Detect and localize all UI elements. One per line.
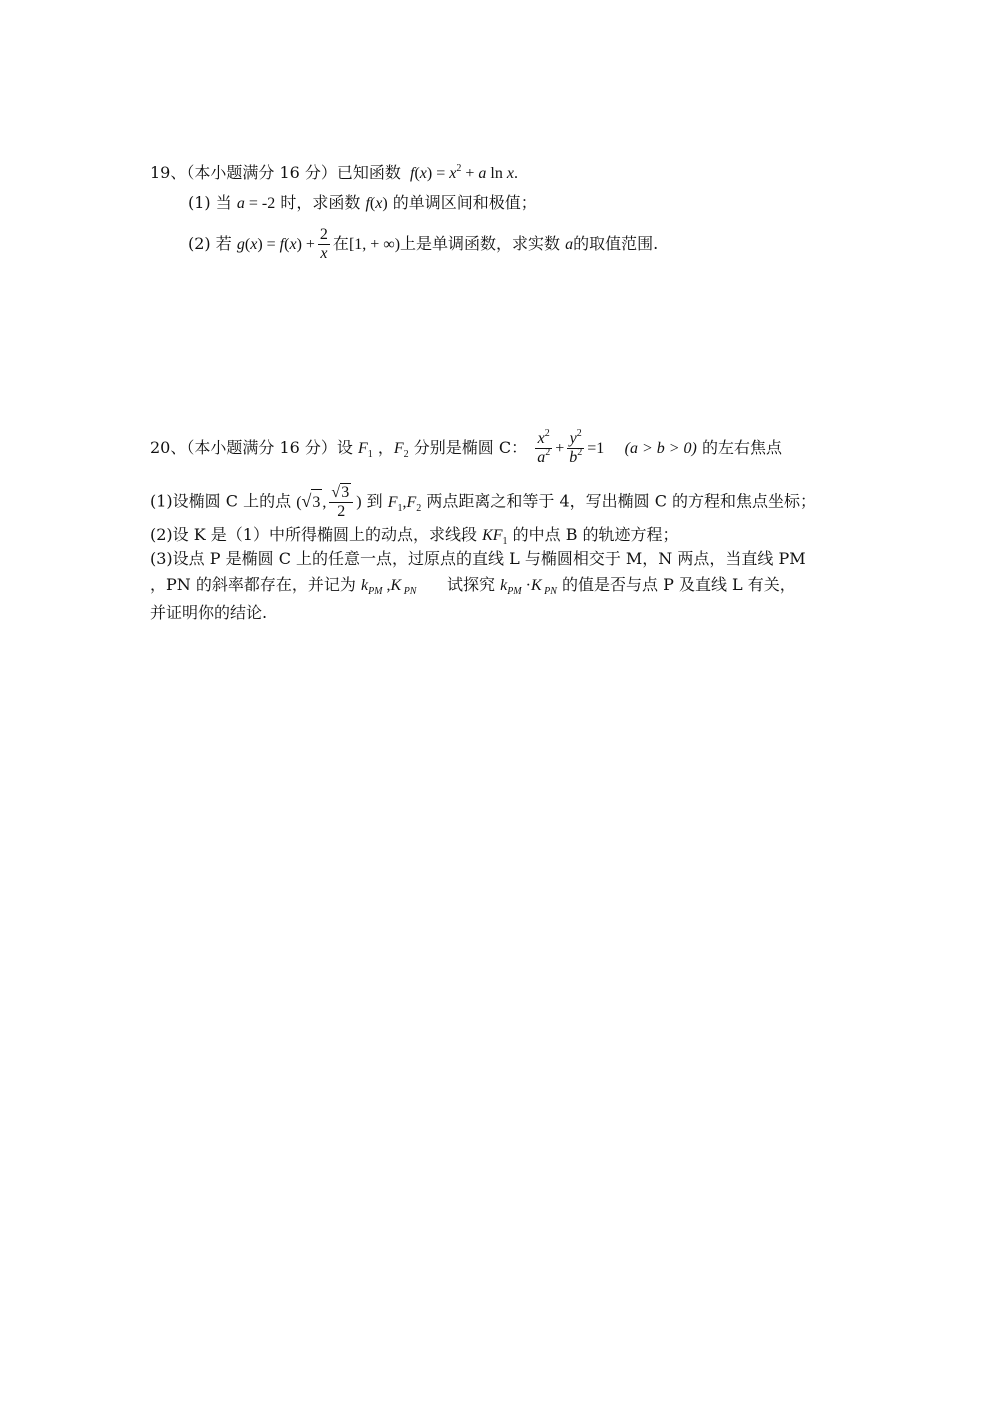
q20-part3-line2 [150, 575, 796, 596]
q19-part2-text3: 上是单调函数，求实数 [400, 234, 561, 253]
q20-part3-line3: 并证明你的结论. [150, 603, 268, 622]
q20-part3-text1: ，PN 的斜率都存在，并记为 [150, 575, 356, 594]
q19-part2-label: (2) [188, 234, 211, 253]
q20-header-line: 20、（本小题满分 16 分）设 $F_1$ ，$F_2$ 分别是椭圆 C： $\frac{x^2}{a^2}$ + $\frac{y^2}{b^2}$ =1 (a > b > 0) 的左右焦点 [150, 428, 782, 466]
q20-part2 [150, 525, 679, 546]
q20-F1: $F_1$ [358, 440, 373, 460]
q20-header: 20、（本小题满分 16 分）设 [150, 438, 353, 457]
q20-header-text2: 分别是椭圆 C： [413, 438, 528, 457]
q20-point: (√3 , [296, 494, 326, 511]
q19-part1-text3: 的单调区间和极值； [392, 193, 537, 212]
q20-part1: (1)设椭圆 C 上的点 (√3 , $\frac{√3}{2}$ ) 到 $F_1,F_2$ 两点距离之和等于 4，写出椭圆 C 的方程和焦点坐标； [150, 484, 817, 520]
q19-interval: [1, + ∞) [348, 236, 401, 253]
q20-frac-x2-a2: $\frac{x^2}{a^2}$ [537, 428, 551, 466]
q20-F1F2: $F_1,F_2$ [387, 493, 422, 514]
q20-part1-text3: 两点距离之和等于 4，写出椭圆 C 的方程和焦点坐标； [426, 491, 817, 511]
q20-part3-line1: (3)设点 P 是椭圆 C 上的任意一点，过原点的直线 L 与椭圆相交于 M，N 两点，当直线 PM [150, 549, 806, 568]
q20-header-sep: ， [377, 438, 394, 457]
q20-part3-text2: 试探究 [446, 575, 495, 594]
q20-kPM-KPN: $k_{PM}$ ,K $_{PN}$ [360, 577, 417, 597]
q19-part2-text1: 若 [215, 234, 232, 253]
q19-header: 19、（本小题满分 16 分）已知函数 [150, 163, 401, 182]
q20-part2-text2: 的中点 B 的轨迹方程； [512, 525, 679, 544]
q20-F2: $F_2$ [393, 440, 409, 460]
q20-frac-y2-b2: $\frac{y^2}{b^2}$ [569, 428, 583, 466]
q20-part1-text1: (1)设椭圆 C 上的点 [150, 491, 292, 511]
q19-gx-def: g(x) = f(x) + [236, 236, 315, 253]
q20-part1-text2: 到 [366, 491, 383, 511]
q19-fx: f(x) [365, 195, 388, 212]
q19-part1-label: (1) [188, 193, 211, 212]
q19-part1 [188, 193, 537, 214]
q20-header-text3: 的左右焦点 [701, 438, 782, 457]
q20-KF1: $KF_1$ [482, 527, 508, 547]
q19-a-value: a = -2 [236, 195, 276, 212]
q19-part1-text1: 当 [215, 193, 232, 212]
q19-function-def: $f(x) = x^2 + a$ ln x. [406, 163, 518, 182]
q19-a-var: a [565, 236, 574, 253]
q20-part2-text1: (2)设 K 是（1）中所得椭圆上的动点，求线段 [150, 525, 477, 544]
q19-part2-text4: 的取值范围. [573, 234, 659, 253]
q19-part2 [188, 226, 658, 263]
q19-header-line [150, 163, 518, 184]
q19-part1-text2: 时，求函数 [280, 193, 361, 212]
q19-part2-text2: 在 [332, 234, 349, 253]
q20-frac-sqrt3-over-2: $\frac{√3}{2}$ [329, 483, 353, 521]
q20-product: $k_{PM} \cdot K$ $_{PN}$ [500, 577, 557, 597]
q19-fraction-2-over-x: $\frac{2}{x}$ [319, 226, 328, 262]
q20-part3-text3: 的值是否与点 P 及直线 L 有关， [562, 575, 796, 594]
q20-condition: (a > b > 0) [624, 440, 697, 457]
